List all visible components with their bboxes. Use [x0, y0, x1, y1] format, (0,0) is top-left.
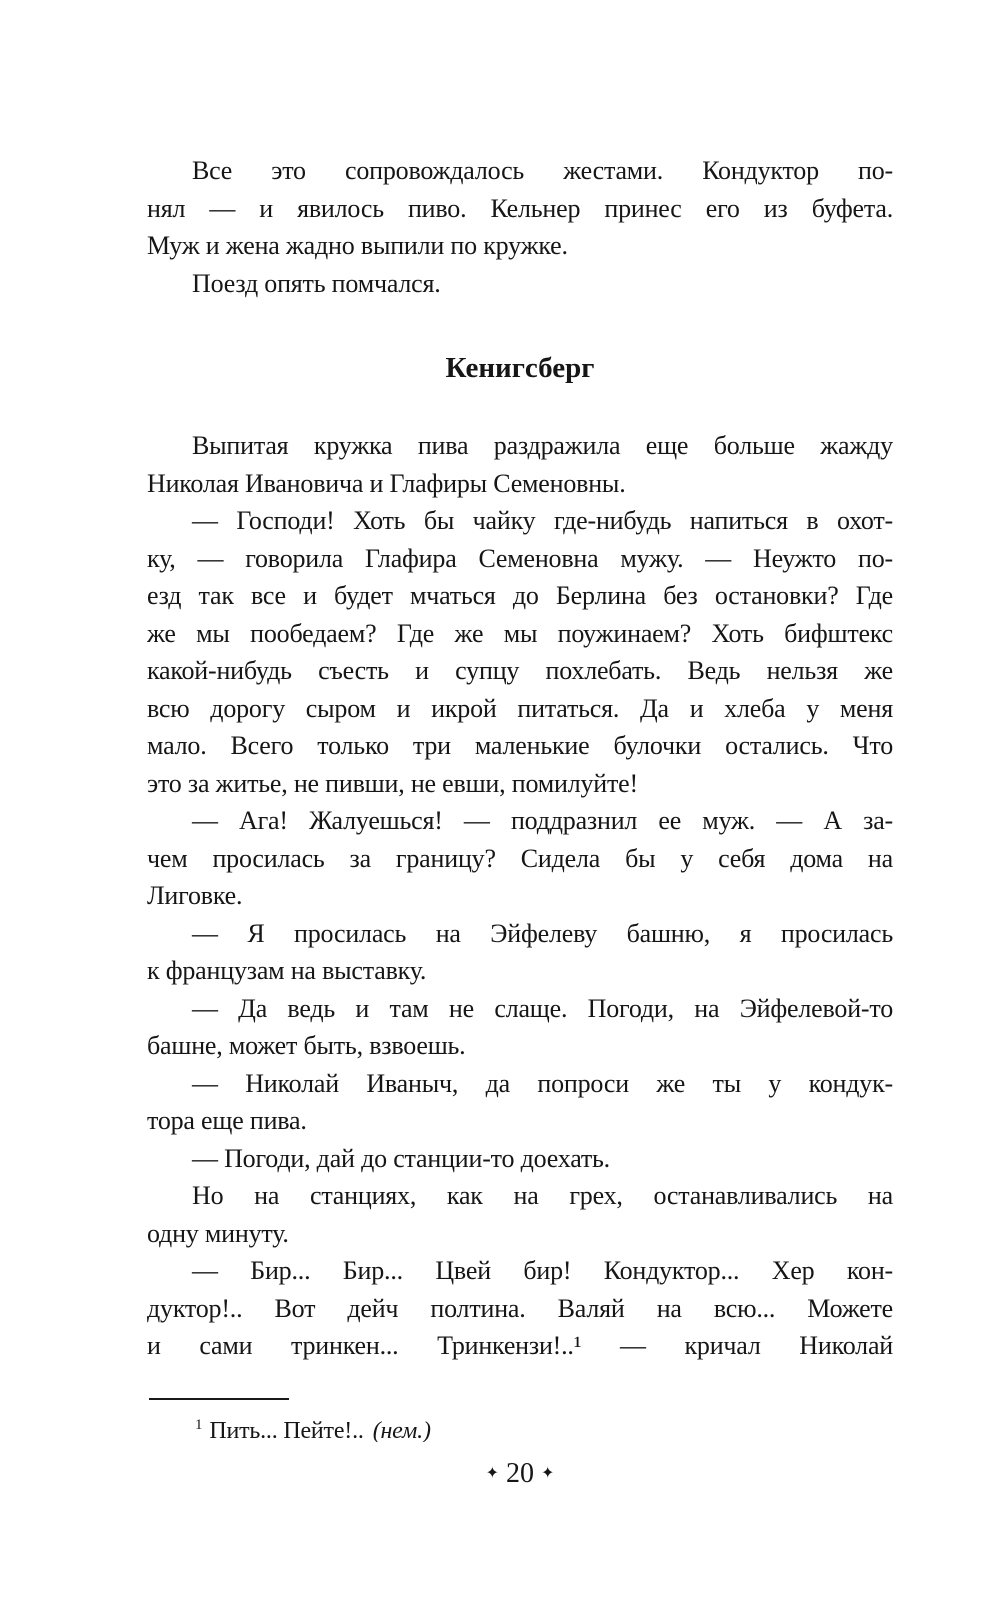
page-number: 20: [506, 1457, 534, 1489]
page-footer: [147, 1456, 893, 1492]
text-line: Муж и жена жадно выпили по кружке.: [147, 231, 568, 260]
text-line: — Погоди, дай до станции-то доехать.: [192, 1143, 610, 1173]
text-line: Но на станциях, как на грех, останавливались на: [192, 1181, 893, 1210]
text-line: же мы пообедаем? Где же мы поужинаем? Хоть бифштекс: [147, 618, 893, 648]
text-line: какой-нибудь съесть и супцу похлебать. Ведь нельзя же: [147, 656, 893, 685]
text-line: чем просилась за границу? Сидела бы у себя дома на: [147, 843, 893, 873]
text-line: одну минуту.: [147, 1218, 289, 1248]
text-line: Все это сопровождалось жестами. Кондуктор по-: [192, 156, 893, 185]
text-line: Николая Ивановича и Глафиры Семеновны.: [147, 468, 626, 498]
diamond-ornament-icon: ✦: [485, 1464, 499, 1482]
text-line: ку, — говорила Глафира Семеновна мужу. — Неужто по-: [147, 543, 893, 573]
text-line: мало. Всего только три маленькие булочки остались. Что: [147, 731, 893, 760]
text-line: — Я просилась на Эйфелеву башню, я просилась: [192, 918, 893, 948]
text-line: башне, может быть, взвоешь.: [147, 1031, 466, 1060]
text-line: Выпитая кружка пива раздражила еще больше жажду: [192, 431, 893, 460]
footnote-separator: [149, 1398, 289, 1400]
chapter-heading: Кенигсберг: [445, 352, 595, 384]
text-line: — Ага! Жалуешься! — поддразнил ее муж. — А за-: [192, 806, 893, 835]
footnote-text: Пить... Пейте!..: [209, 1417, 364, 1442]
text-line: — Николай Иваныч, да попроси же ты у кондук-: [192, 1068, 893, 1098]
text-line: нял — и явилось пиво. Кельнер принес его из буфета.: [147, 193, 893, 223]
text-line: и сами тринкен... Тринкензи!..¹ — кричал Николай: [147, 1331, 893, 1360]
text-line: всю дорогу сыром и икрой питаться. Да и хлеба у меня: [147, 693, 893, 723]
diamond-ornament-icon: ✦: [541, 1464, 555, 1482]
text-line: езд так все и будет мчаться до Берлина без остановки? Где: [147, 581, 893, 610]
text-line: тора еще пива.: [147, 1106, 307, 1135]
text-line: дуктор!.. Вот дейч полтина. Валяй на всю... Можете: [147, 1293, 893, 1323]
footnote-marker: 1: [195, 1416, 203, 1433]
text-line: — Господи! Хоть бы чайку где-нибудь напиться в охот-: [192, 506, 893, 535]
footnote-language-note: (нем.): [372, 1417, 431, 1442]
footnote: [147, 1408, 893, 1442]
text-line: Поезд опять помчался.: [192, 268, 441, 298]
text-line: к французам на выставку.: [147, 956, 427, 985]
book-page-text: [147, 152, 893, 1492]
text-line: — Да ведь и там не слаще. Погоди, на Эйфелевой-то: [192, 993, 893, 1023]
text-line: Лиговке.: [147, 881, 243, 910]
text-line: — Бир... Бир... Цвей бир! Кондуктор... Хер кон-: [192, 1256, 893, 1285]
text-line: это за житье, не пивши, не евши, помилуйте!: [147, 768, 638, 798]
